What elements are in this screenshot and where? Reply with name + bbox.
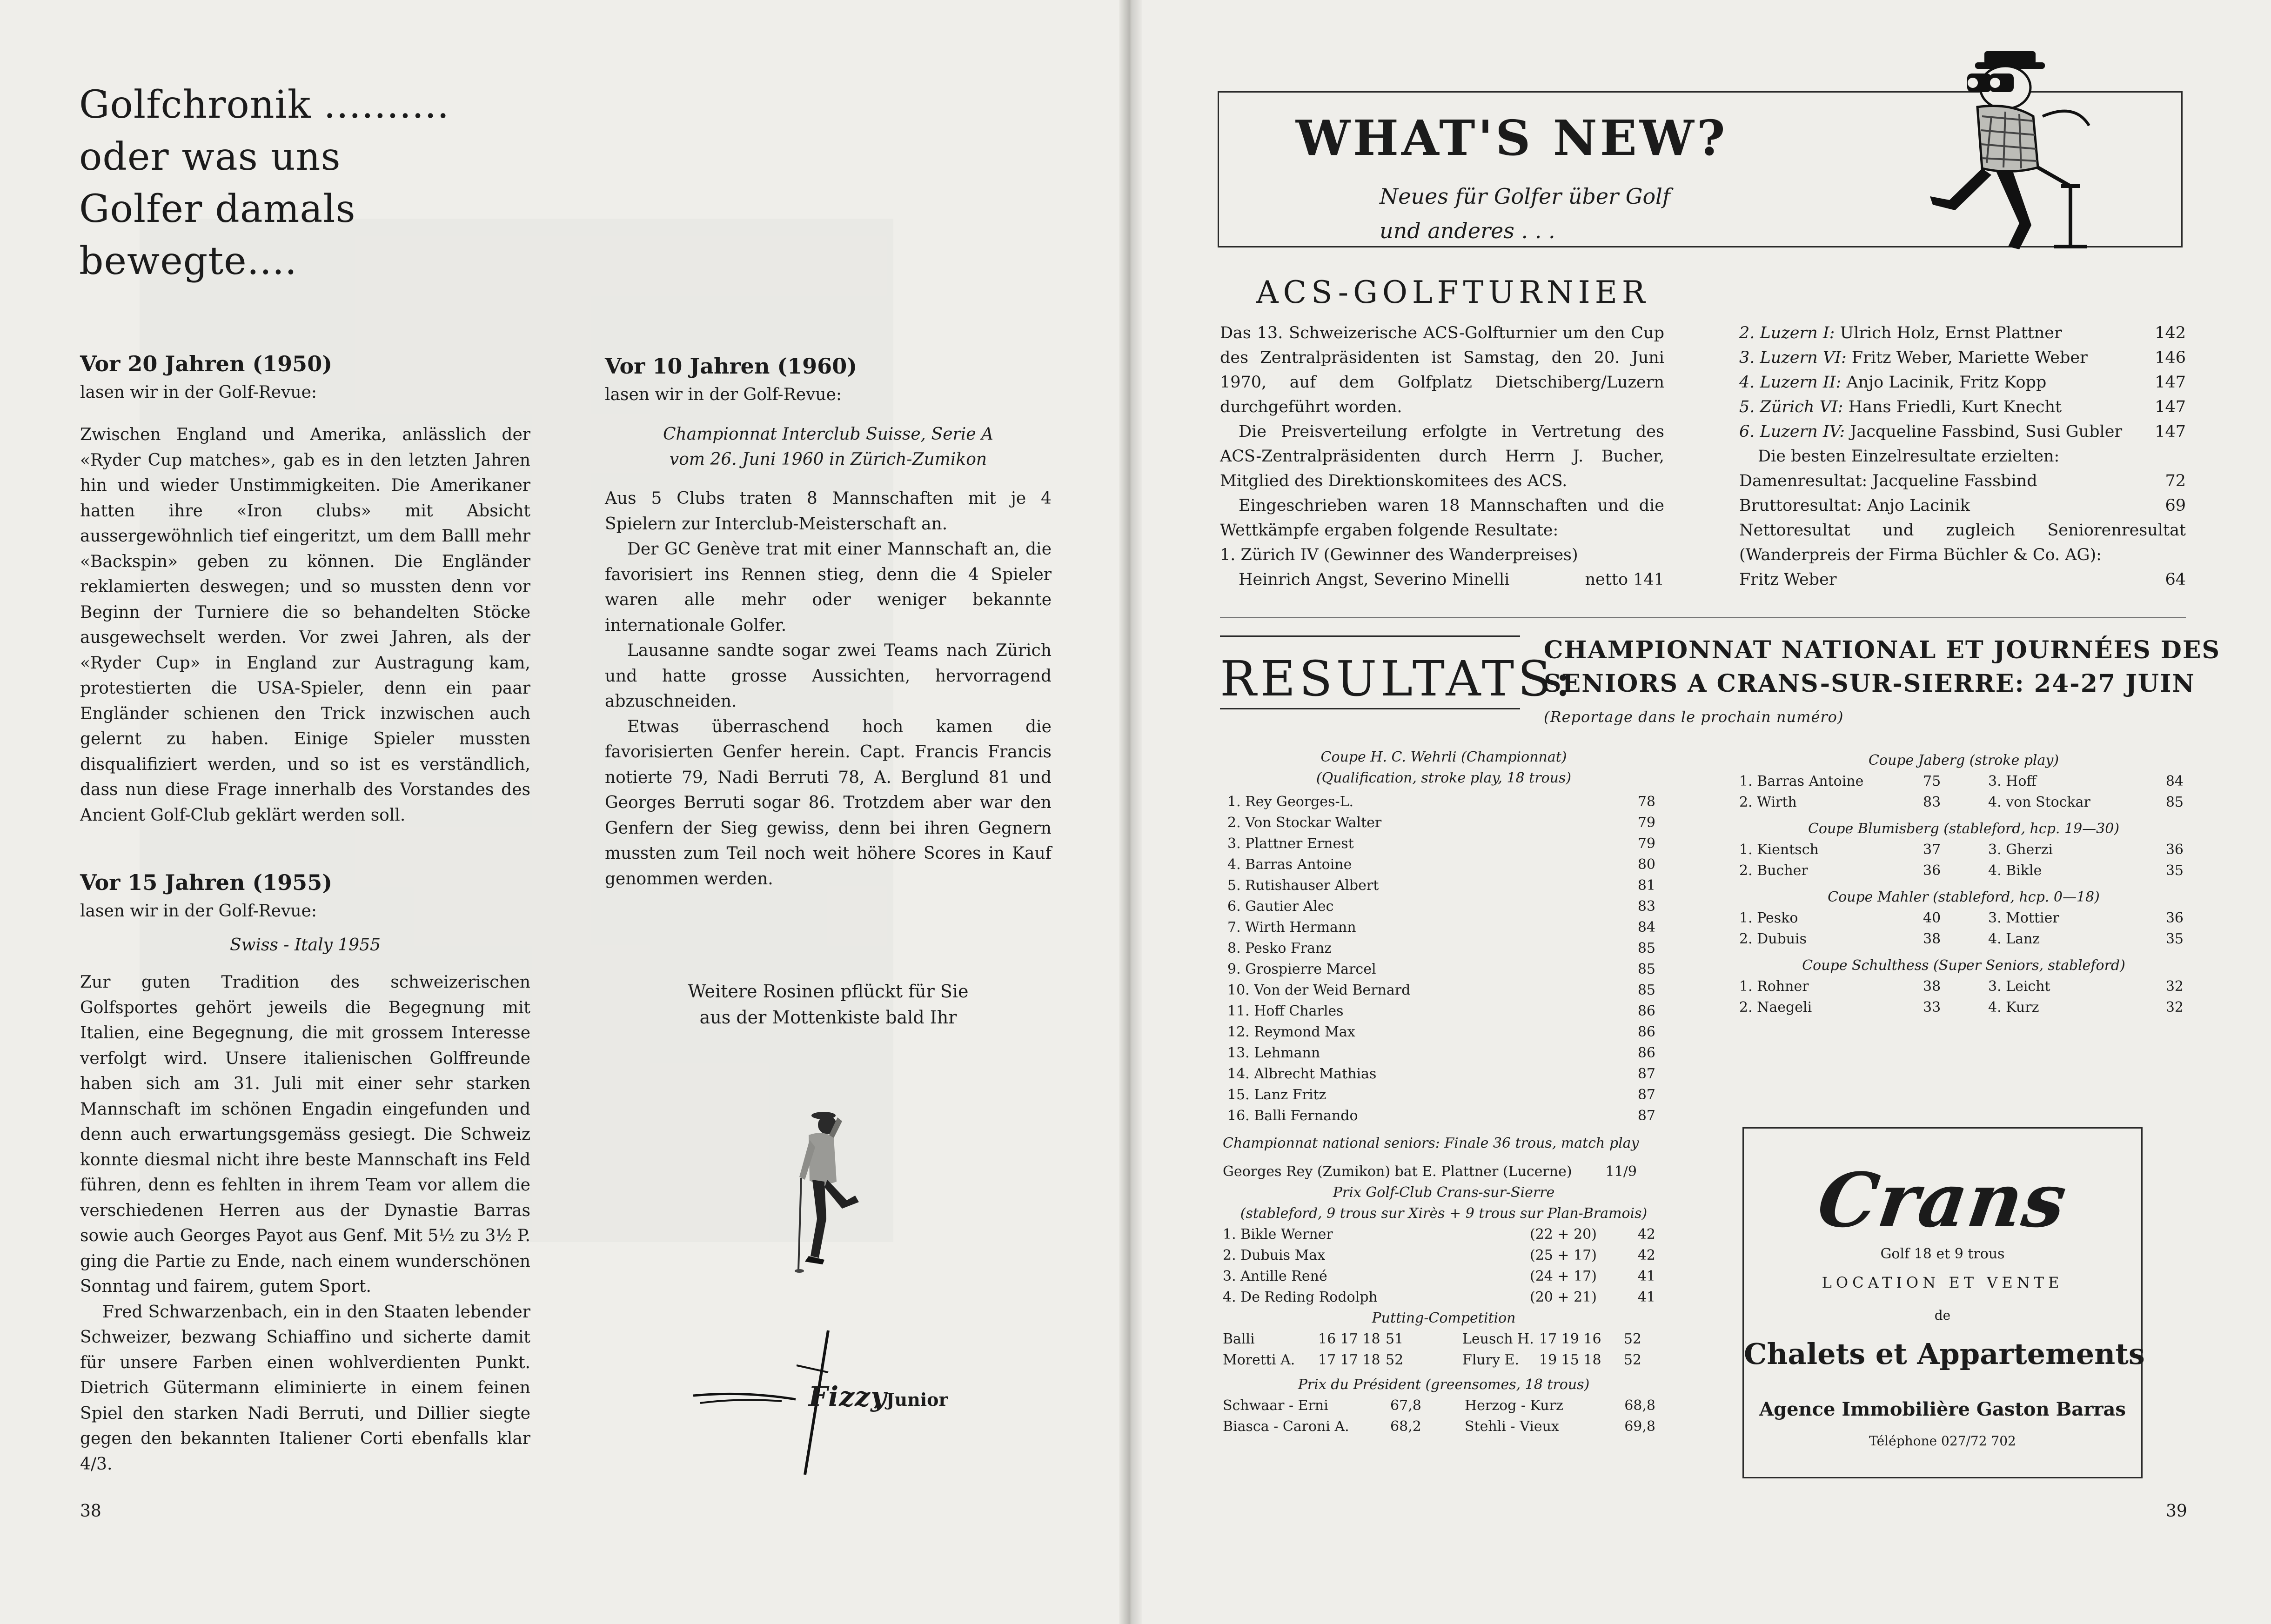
player-score: 81 (1637, 877, 1655, 894)
team: 2. Luzern I: (1739, 324, 1835, 342)
player-detail: (20 + 21) (1530, 1289, 1597, 1305)
table-row (1223, 1416, 1665, 1437)
paragraph: Zwischen England und Amerika, anlässlich der «Ryder Cup matches», gab es in den letzten Jahren hin und wieder Unstimmigkeiten. Die Amerikaner hatten ihre «Iron clubs» mit Absicht aussergewöhnlich tief eingeritzt, um dem Balll mehr «Backspin» geben zu können. Die Engländer reklamierten deswegen; und so mussten denn vor Beginn der Turniere die so behandelten Stöcke ausgewechselt werden. Vor zwei Jahren, als der «Ryder Cup» in England zur Austragung kam, protestierten die USA-Spieler, denn ein paar Engländer schienen den Trick inzwischen auch gelernt zu haben. Einige Spieler mussten disqualifiziert werden, und so ist es verständlich, dass nun diese Frage innerhalb des Vorstandes des Ancient Golf-Club geklärt werden soll. (80, 425, 530, 825)
player-score: 41 (1637, 1268, 1655, 1284)
team: 6. Luzern IV: (1739, 422, 1845, 441)
table-row (1223, 1395, 1665, 1416)
coupe-block (1739, 750, 2188, 813)
player-score: 42 (1637, 1247, 1655, 1263)
player-total: 52 (1386, 1352, 1404, 1368)
team-names: Heinrich Angst, Severino Minelli (1239, 570, 1510, 589)
result-label: Bruttoresultat: Anjo Lacinik (1739, 496, 1970, 515)
section-body (605, 486, 1052, 892)
player-score: 36 (2165, 842, 2184, 858)
team-names: Anjo Lacinik, Fritz Kopp (1846, 373, 2047, 392)
player-score: 79 (1637, 815, 1655, 831)
player-name: 8. Pesko Franz (1227, 940, 1332, 956)
subtitle-line: und anderes . . . (1380, 218, 1555, 243)
table-row (1739, 997, 2188, 1018)
paragraph: Der GC Genève trat mit einer Mannschaft an, die favorisiert ins Rennen stieg, denn die 4 Spieler waren alle mehr oder weniger bekannte internationale Golfer. (605, 540, 1052, 635)
player-name: 9. Grospierre Marcel (1227, 961, 1376, 977)
team-names: Hans Friedli, Kurt Knecht (1848, 398, 2062, 416)
results-heading: (stableford, 9 trous sur Xirès + 9 trous sur Plan-Bramois) (1240, 1205, 1648, 1222)
team-score: 147 (2155, 398, 2186, 416)
table-row (1223, 1245, 1665, 1266)
paragraph: Eingeschrieben waren 18 Mannschaften und die Wettkämpfe ergaben folgende Resultate: (1220, 496, 1664, 540)
player-score: 85 (1637, 982, 1655, 998)
section-1950 (80, 351, 530, 828)
team-names: Fritz Weber, Mariette Weber (1851, 348, 2088, 367)
table-row (1223, 812, 1665, 833)
player-name: 1. Kientsch (1739, 842, 1819, 858)
player-score: 86 (1637, 1045, 1655, 1061)
player-name: 6. Gautier Alec (1227, 898, 1334, 915)
player-name: Balli (1223, 1331, 1255, 1347)
player-name: 3. Plattner Ernest (1227, 835, 1354, 852)
player-name: 10. Von der Weid Bernard (1227, 982, 1411, 998)
championnat-title-line: SENIORS A CRANS-SUR-SIERRE: 24-27 JUIN (1544, 669, 2195, 698)
player-detail: (22 + 20) (1530, 1226, 1597, 1243)
section-subheading: lasen wir in der Golf-Revue: (80, 383, 317, 402)
best-individual-label: Die besten Einzelresultate erzielten: (1758, 447, 2060, 466)
results-list (1223, 1329, 1665, 1370)
ad-line: Golf 18 et 9 trous (1880, 1246, 2005, 1262)
player-score: 41 (1637, 1289, 1655, 1305)
player-name: 4. Lanz (1988, 931, 2040, 947)
final-score: 11/9 (1605, 1163, 1637, 1180)
table-row (1739, 771, 2188, 792)
results-list (1223, 791, 1665, 1126)
player-name: 14. Albrecht Mathias (1227, 1066, 1377, 1082)
team-name: Herzog - Kurz (1465, 1397, 1563, 1414)
divider (1220, 708, 1520, 709)
team-score: 147 (2155, 422, 2186, 441)
team-names: Jacqueline Fassbind, Susi Gubler (1850, 422, 2123, 441)
player-name: 1. Barras Antoine (1739, 773, 1864, 789)
player-name: 4. De Reding Rodolph (1223, 1289, 1378, 1305)
player-score: 32 (2165, 978, 2184, 995)
team-name: Schwaar - Erni (1223, 1397, 1328, 1414)
player-score: 87 (1637, 1087, 1655, 1103)
results-heading: Coupe Blumisberg (stableford, hcp. 19—30) (1808, 821, 2120, 837)
page-title (79, 79, 544, 287)
table-row (1739, 839, 2188, 860)
championnat-title (1544, 634, 2220, 701)
table-row (1223, 938, 1665, 959)
results-heading: Championnat national seniors: Finale 36 trous, match play (1223, 1135, 1639, 1151)
player-score: 86 (1637, 1003, 1655, 1019)
section-body (80, 970, 530, 1477)
signature: Fizzy (809, 1381, 887, 1412)
player-score: 35 (2165, 931, 2184, 947)
player-score: 87 (1637, 1066, 1655, 1082)
table-row (1223, 1329, 1665, 1350)
whats-new-title: WHAT'S NEW? (1296, 109, 1728, 167)
coupe-block (1739, 887, 2188, 949)
player-total: 52 (1623, 1331, 1641, 1347)
team-score: 69,8 (1624, 1418, 1655, 1435)
coupes-results (1739, 750, 2188, 1018)
rank-row (1739, 346, 2186, 370)
table-row (1223, 791, 1665, 812)
section-subtitle: vom 26. Juni 1960 in Zürich-Zumikon (669, 450, 987, 469)
coupe-block (1739, 955, 2188, 1018)
results-heading: Prix du Président (greensomes, 18 trous) (1298, 1377, 1590, 1393)
team-score: 142 (2155, 324, 2186, 342)
player-name: 3. Antille René (1223, 1268, 1327, 1284)
team-names: Ulrich Holz, Ernst Plattner (1840, 324, 2062, 342)
section-subheading: lasen wir in der Golf-Revue: (80, 902, 317, 921)
section-heading: Vor 15 Jahren (1955) (80, 870, 332, 895)
player-score: 83 (1923, 794, 1941, 810)
ad-line: Chalets et Appartements (1744, 1337, 2145, 1371)
title-line: bewegte.... (79, 239, 297, 283)
seniors-text: Nettoresultat und zugleich Seniorenresultat (Wanderpreis der Firma Büchler & Co. AG): (1739, 521, 2186, 564)
player-score: 83 (1637, 898, 1655, 915)
golfer-illustration (772, 1103, 865, 1279)
results-heading: Prix Golf-Club Crans-sur-Sierre (1333, 1184, 1555, 1201)
section-body (80, 422, 530, 828)
crans-advertisement (1742, 1127, 2143, 1478)
title-line: Golfer damals (79, 187, 356, 231)
player-score: 75 (1923, 773, 1941, 789)
paragraph: Die Preisverteilung erfolgte in Vertretung des ACS-Zentralpräsidenten durch Herrn J. Bucher, Mitglied des Direktionskomitees des ACS. (1220, 422, 1664, 490)
page-number: 39 (2166, 1502, 2187, 1521)
table-row (1223, 1287, 1665, 1308)
player-name: 7. Wirth Hermann (1227, 919, 1356, 936)
player-name: 4. Bikle (1988, 862, 2042, 879)
player-name: 1. Bikle Werner (1223, 1226, 1333, 1243)
table-row (1223, 1063, 1665, 1084)
player-name: 1. Rey Georges-L. (1227, 794, 1354, 810)
player-score: 80 (1637, 856, 1655, 873)
player-score: 84 (1637, 919, 1655, 936)
player-score: 40 (1923, 910, 1941, 926)
paragraph: Das 13. Schweizerische ACS-Golfturnier um den Cup des Zentralpräsidenten ist Samstag, den 20. Juni 1970, auf dem Golfplatz Dietschiberg/Luzern durchgeführt worden. (1220, 324, 1664, 416)
first-place: 1. Zürich IV (Gewinner des Wanderpreises) (1220, 546, 1578, 564)
player-score: 36 (2165, 910, 2184, 926)
player-name: Leusch H. (1462, 1331, 1534, 1347)
player-score: 38 (1923, 978, 1941, 995)
rank-row (1739, 395, 2186, 420)
results-list (1223, 1224, 1665, 1308)
player-name: 15. Lanz Fritz (1227, 1087, 1326, 1103)
player-score: 79 (1637, 835, 1655, 852)
player-score: 35 (2165, 862, 2184, 879)
acs-column-right (1739, 321, 2186, 592)
rank-row (1739, 420, 2186, 444)
rank-row (1739, 321, 2186, 346)
player-name: 16. Balli Fernando (1227, 1108, 1358, 1124)
player-score: 87 (1637, 1108, 1655, 1124)
paragraph: Fred Schwarzenbach, ein in den Staaten lebender Schweizer, bezwang Schiaffino und sicherte damit für unsere Farben einen wohlverdienten Punkt. Dietrich Gütermann eliminierte in einem feinen Spiel den starken Nadi Berruti, und Dillier siegte gegen den bekannten Italiener Corti ebenfalls klar 4/3. (80, 1302, 530, 1474)
table-row (1739, 860, 2188, 881)
player-name: Flury E. (1462, 1352, 1519, 1368)
player-score: 84 (2165, 773, 2184, 789)
section-1960 (605, 354, 1052, 892)
closing-line: Weitere Rosinen pflückt für Sie (688, 981, 969, 1002)
player-name: Moretti A. (1223, 1352, 1295, 1368)
final-row (1223, 1161, 1665, 1182)
paragraph: Lausanne sandte sogar zwei Teams nach Zürich und hatte grosse Aussichten, hervorragend abzuschneiden. (605, 641, 1052, 711)
section-subheading: lasen wir in der Golf-Revue: (605, 385, 842, 404)
results-list (1223, 1395, 1665, 1437)
section-subtitle: Swiss - Italy 1955 (229, 936, 381, 955)
result-label: Damenresultat: Jacqueline Fassbind (1739, 472, 2037, 490)
wehrli-results (1223, 747, 1665, 1437)
table-row (1223, 1105, 1665, 1126)
ad-line: Agence Immobilière Gaston Barras (1759, 1398, 2126, 1420)
signature-suffix: , Junior (874, 1389, 948, 1410)
player-name: 3. Gherzi (1988, 842, 2053, 858)
table-row (1223, 959, 1665, 980)
table-row (1223, 896, 1665, 917)
player-name: 2. Dubuis (1739, 931, 1807, 947)
team: 3. Luzern VI: (1739, 348, 1847, 367)
rank-row (1739, 469, 2186, 494)
team-score: 67,8 (1390, 1397, 1421, 1414)
table-row (1739, 908, 2188, 929)
player-detail: (24 + 17) (1530, 1268, 1597, 1284)
player-name: 2. Wirth (1739, 794, 1797, 810)
player-name: 13. Lehmann (1227, 1045, 1320, 1061)
rank-row (1739, 568, 2186, 592)
reportage-note: (Reportage dans le prochain numéro) (1544, 708, 1844, 726)
player-name: 5. Rutishauser Albert (1227, 877, 1379, 894)
player-score: 33 (1923, 999, 1941, 1016)
player-name: 11. Hoff Charles (1227, 1003, 1344, 1019)
team-name: Biasca - Caroni A. (1223, 1418, 1349, 1435)
team-score: 146 (2155, 348, 2186, 367)
player-detail: (25 + 17) (1530, 1247, 1597, 1263)
table-row (1223, 1084, 1665, 1105)
table-row (1223, 854, 1665, 875)
section-heading: Vor 20 Jahren (1950) (80, 351, 332, 376)
closing-note (651, 978, 1005, 1030)
player-score: 42 (1637, 1226, 1655, 1243)
subtitle-line: Neues für Golfer über Golf (1380, 184, 1670, 209)
ad-line: LOCATION ET VENTE (1822, 1274, 2063, 1291)
player-score: 37 (1923, 842, 1941, 858)
crans-logo: Crans (1812, 1156, 2073, 1244)
table-row (1739, 976, 2188, 997)
section-subtitle: Championnat Interclub Suisse, Serie A (663, 425, 993, 444)
team-score: 147 (2155, 373, 2186, 392)
result-score: 64 (2165, 570, 2186, 589)
first-place-row (1220, 568, 1664, 592)
table-row (1223, 980, 1665, 1001)
results-heading: Coupe Schulthess (Super Seniors, stableford) (1802, 957, 2125, 974)
team: 5. Zürich VI: (1739, 398, 1843, 416)
table-row (1739, 929, 2188, 949)
table-row (1223, 1001, 1665, 1022)
championnat-title-line: CHAMPIONNAT NATIONAL ET JOURNÉES DES (1544, 636, 2221, 664)
player-name: 4. Barras Antoine (1227, 856, 1352, 873)
player-score: 85 (2165, 794, 2184, 810)
player-name: 2. Naegeli (1739, 999, 1812, 1016)
table-row (1223, 1350, 1665, 1370)
player-name: 4. von Stockar (1988, 794, 2090, 810)
player-scores: 19 15 18 (1539, 1352, 1601, 1368)
table-row (1739, 792, 2188, 813)
player-score: 32 (2165, 999, 2184, 1016)
player-name: 2. Von Stockar Walter (1227, 815, 1382, 831)
section-1955 (80, 870, 530, 1477)
team-score: 68,8 (1624, 1397, 1655, 1414)
results-heading: Putting-Competition (1372, 1310, 1516, 1326)
closing-line: aus der Mottenkiste bald Ihr (699, 1007, 957, 1028)
paragraph: Zur guten Tradition des schweizerischen Golfsportes gehört jeweils die Begegnung mit Italien, eine Begegnung, die mit grossem Interesse verfolgt wird. Unsere italienischen Golffreunde haben sich am 31. Juli mit einer sehr starken Mannschaft im schönen Engadin eingefunden und denn auch erwartungsgemäss gesiegt. Die Schweiz konnte diesmal nicht ihre beste Mannschaft ins Feld führen, denn es fehlten in ihrem Team vor allem die verschiedenen Herren aus der Dynastie Barras sowie auch Georges Payot aus Genf. Mit 5½ zu 3½ P. ging die Partie zu Ende, nach einem wunderschönen Sonntag und fairem, gutem Sport. (80, 973, 530, 1296)
binocular-man-illustration (1922, 47, 2126, 261)
player-score: 85 (1637, 940, 1655, 956)
title-line: oder was uns (79, 135, 341, 179)
divider (1220, 617, 2186, 618)
result-label: Fritz Weber (1739, 570, 1837, 589)
page-number: 38 (80, 1502, 101, 1521)
book-gutter (1119, 0, 1142, 1624)
rank-row (1739, 370, 2186, 395)
player-score: 36 (1923, 862, 1941, 879)
player-scores: 16 17 18 (1318, 1331, 1380, 1347)
table-row (1223, 1022, 1665, 1043)
table-row (1223, 917, 1665, 938)
results-heading: Coupe Jaberg (stroke play) (1868, 752, 2059, 769)
player-name: 3. Leicht (1988, 978, 2050, 995)
player-name: 4. Kurz (1988, 999, 2039, 1016)
table-row (1223, 1043, 1665, 1063)
player-name: 3. Hoff (1988, 773, 2037, 789)
coupe-block (1739, 818, 2188, 881)
ad-line: Téléphone 027/72 702 (1869, 1433, 2016, 1449)
team-score: 68,2 (1390, 1418, 1421, 1435)
team-score: netto 141 (1585, 570, 1664, 589)
section-heading: Vor 10 Jahren (1960) (605, 354, 857, 379)
player-score: 86 (1637, 1024, 1655, 1040)
acs-column-left (1220, 321, 1664, 592)
player-name: 2. Dubuis Max (1223, 1247, 1326, 1263)
player-name: 2. Bucher (1739, 862, 1808, 879)
whats-new-subtitle (1380, 179, 1670, 248)
player-name: 12. Reymond Max (1227, 1024, 1355, 1040)
player-name: 3. Mottier (1988, 910, 2059, 926)
player-scores: 17 17 18 (1318, 1352, 1380, 1368)
player-scores: 17 19 16 (1539, 1331, 1601, 1347)
team-name: Stehli - Vieux (1465, 1418, 1559, 1435)
result-score: 72 (2165, 472, 2186, 490)
paragraph: Aus 5 Clubs traten 8 Mannschaften mit je 4 Spielern zur Interclub-Meisterschaft an. (605, 489, 1052, 534)
player-name: 1. Pesko (1739, 910, 1798, 926)
player-total: 51 (1386, 1331, 1404, 1347)
team: 4. Luzern II: (1739, 373, 1842, 392)
player-name: 1. Rohner (1739, 978, 1809, 995)
result-score: 69 (2165, 496, 2186, 515)
rank-row (1739, 494, 2186, 518)
ad-line: de (1934, 1308, 1951, 1323)
table-row (1223, 875, 1665, 896)
results-heading: (Qualification, stroke play, 18 trous) (1316, 770, 1572, 786)
player-score: 85 (1637, 961, 1655, 977)
player-total: 52 (1623, 1352, 1641, 1368)
resultats-title: RESULTATS: (1220, 650, 1575, 707)
table-row (1223, 1224, 1665, 1245)
results-heading: Coupe Mahler (stableford, hcp. 0—18) (1828, 889, 2100, 905)
table-row (1223, 833, 1665, 854)
results-heading: Coupe H. C. Wehrli (Championnat) (1320, 749, 1567, 765)
player-score: 78 (1637, 794, 1655, 810)
acs-title: ACS-GOLFTURNIER (1256, 274, 1650, 310)
title-line: Golfchronik .......... (79, 83, 450, 127)
final-result: Georges Rey (Zumikon) bat E. Plattner (Lucerne) (1223, 1163, 1572, 1180)
paragraph: Etwas überraschend hoch kamen die favorisierten Genfer herein. Capt. Francis Francis notierte 79, Nadi Berruti 78, A. Berglund 81 und Georges Berruti sogar 86. Trotzdem aber war den Genfern der Sieg gewiss, denn bei ihren Gegnern mussten zum Teil noch weit höhere Scores in Kauf genommen werden. (605, 717, 1052, 889)
player-score: 38 (1923, 931, 1941, 947)
table-row (1223, 1266, 1665, 1287)
divider (1220, 635, 1520, 637)
